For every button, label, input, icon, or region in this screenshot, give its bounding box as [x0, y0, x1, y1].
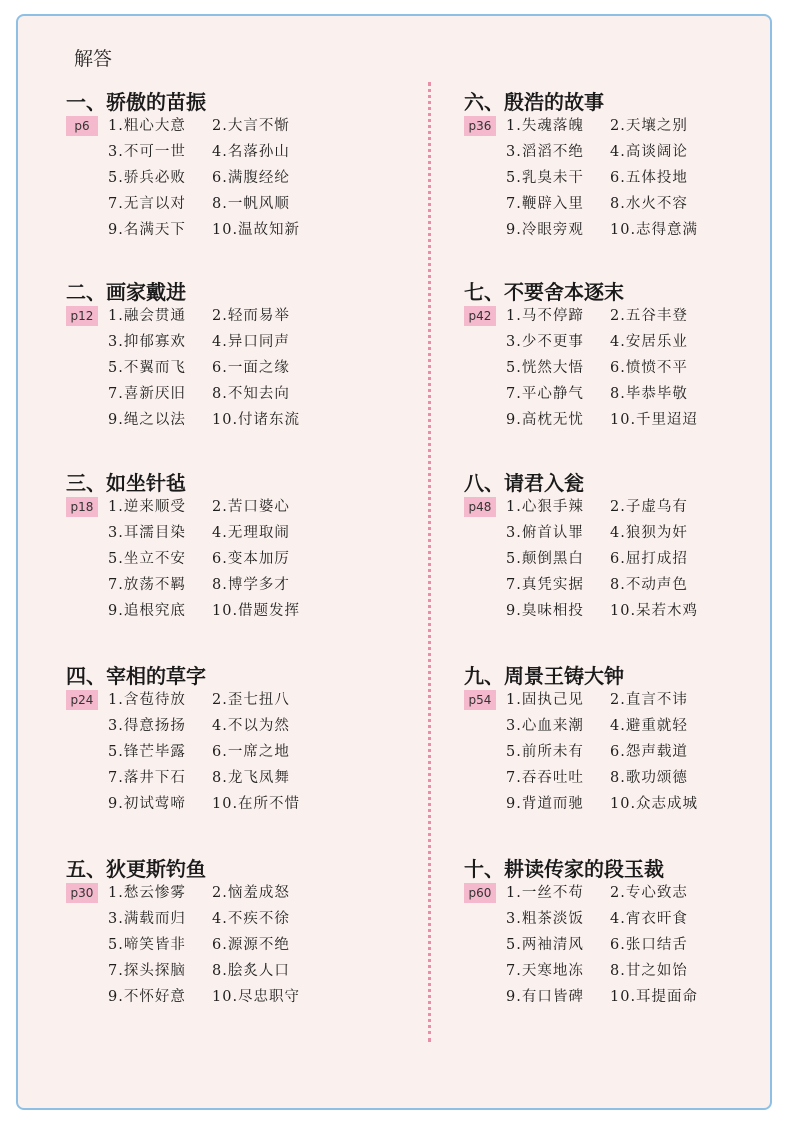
answer-item: 7.鞭辟入里: [506, 196, 584, 212]
answer-item: 5.前所未有: [506, 744, 584, 760]
answer-item: 2.歪七扭八: [212, 692, 290, 708]
section-title: 七、不要舍本逐末: [464, 280, 624, 304]
answer-item: 1.逆来顺受: [108, 499, 186, 515]
answer-item: 7.真凭实据: [506, 577, 584, 593]
answer-item: 8.歌功颂德: [610, 770, 688, 786]
answer-item: 6.愤愤不平: [610, 360, 688, 376]
answer-item: 3.满载而归: [108, 911, 186, 927]
answer-item: 9.有口皆碑: [506, 989, 584, 1005]
answer-item: 8.龙飞凤舞: [212, 770, 290, 786]
answer-item: 3.俯首认罪: [506, 525, 584, 541]
answer-item: 2.专心致志: [610, 885, 688, 901]
answer-item: 8.不动声色: [610, 577, 688, 593]
answer-item: 2.天壤之别: [610, 118, 688, 134]
answer-item: 2.五谷丰登: [610, 308, 688, 324]
page-badge: p12: [66, 306, 98, 326]
answer-item: 8.博学多才: [212, 577, 290, 593]
answer-item: 2.苦口婆心: [212, 499, 290, 515]
answer-item: 8.水火不容: [610, 196, 688, 212]
answer-item: 6.变本加厉: [212, 551, 290, 567]
answer-item: 4.安居乐业: [610, 334, 688, 350]
answer-item: 4.狼狈为奸: [610, 525, 688, 541]
page-badge: p24: [66, 690, 98, 710]
answer-item: 7.吞吞吐吐: [506, 770, 584, 786]
answer-item: 6.五体投地: [610, 170, 688, 186]
answer-item: 3.耳濡目染: [108, 525, 186, 541]
answer-item: 4.不以为然: [212, 718, 290, 734]
answer-item: 1.粗心大意: [108, 118, 186, 134]
answer-item: 3.滔滔不绝: [506, 144, 584, 160]
answer-item: 8.甘之如饴: [610, 963, 688, 979]
answer-item: 4.名落孙山: [212, 144, 290, 160]
answer-item: 5.不翼而飞: [108, 360, 186, 376]
answer-item: 5.两袖清风: [506, 937, 584, 953]
column-divider: [428, 82, 431, 1042]
section-title: 二、画家戴进: [66, 280, 186, 304]
answer-item: 3.得意扬扬: [108, 718, 186, 734]
answer-item: 10.付诸东流: [212, 412, 301, 428]
answer-item: 1.马不停蹄: [506, 308, 584, 324]
answer-item: 9.不怀好意: [108, 989, 186, 1005]
answer-item: 2.子虚乌有: [610, 499, 688, 515]
answer-item: 7.落井下石: [108, 770, 186, 786]
answer-item: 3.少不更事: [506, 334, 584, 350]
answer-item: 2.轻而易举: [212, 308, 290, 324]
answer-item: 9.名满天下: [108, 222, 186, 238]
answer-item: 10.志得意满: [610, 222, 699, 238]
answer-item: 1.愁云惨雾: [108, 885, 186, 901]
answer-item: 10.千里迢迢: [610, 412, 699, 428]
answer-item: 1.融会贯通: [108, 308, 186, 324]
answer-item: 8.不知去向: [212, 386, 290, 402]
answer-item: 9.高枕无忧: [506, 412, 584, 428]
section-title: 一、骄傲的苗振: [66, 90, 206, 114]
page-badge: p48: [464, 497, 496, 517]
page-title: 解答: [74, 48, 113, 70]
answer-item: 7.探头探脑: [108, 963, 186, 979]
answer-item: 9.追根究底: [108, 603, 186, 619]
answer-item: 6.屈打成招: [610, 551, 688, 567]
section-title: 十、耕读传家的段玉裁: [464, 857, 664, 881]
section-title: 九、周景王铸大钟: [464, 664, 624, 688]
answer-item: 3.心血来潮: [506, 718, 584, 734]
answer-item: 4.宵衣旰食: [610, 911, 688, 927]
answer-item: 5.坐立不安: [108, 551, 186, 567]
answer-item: 8.毕恭毕敬: [610, 386, 688, 402]
answer-item: 3.不可一世: [108, 144, 186, 160]
answer-item: 4.无理取闹: [212, 525, 290, 541]
answer-item: 10.借题发挥: [212, 603, 301, 619]
answer-item: 2.恼羞成怒: [212, 885, 290, 901]
section-title: 五、狄更斯钓鱼: [66, 857, 206, 881]
answer-item: 1.含苞待放: [108, 692, 186, 708]
answer-item: 3.粗茶淡饭: [506, 911, 584, 927]
section-title: 四、宰相的草字: [66, 664, 206, 688]
answer-item: 5.恍然大悟: [506, 360, 584, 376]
section-title: 六、殷浩的故事: [464, 90, 604, 114]
answer-item: 6.一面之缘: [212, 360, 290, 376]
answer-item: 10.温故知新: [212, 222, 301, 238]
page-badge: p42: [464, 306, 496, 326]
answer-item: 7.放荡不羁: [108, 577, 186, 593]
answer-item: 1.心狠手辣: [506, 499, 584, 515]
answer-item: 5.骄兵必败: [108, 170, 186, 186]
answer-item: 1.固执己见: [506, 692, 584, 708]
page-badge: p6: [66, 116, 98, 136]
answer-item: 6.源源不绝: [212, 937, 290, 953]
answer-item: 7.喜新厌旧: [108, 386, 186, 402]
answer-item: 1.一丝不苟: [506, 885, 584, 901]
answer-item: 9.冷眼旁观: [506, 222, 584, 238]
answer-item: 9.臭味相投: [506, 603, 584, 619]
answer-item: 10.众志成城: [610, 796, 699, 812]
answer-item: 8.一帆风顺: [212, 196, 290, 212]
page-badge: p60: [464, 883, 496, 903]
page-badge: p30: [66, 883, 98, 903]
answer-item: 1.失魂落魄: [506, 118, 584, 134]
answer-item: 5.乳臭未干: [506, 170, 584, 186]
page-badge: p54: [464, 690, 496, 710]
section-title: 八、请君入瓮: [464, 471, 584, 495]
answer-item: 6.张口结舌: [610, 937, 688, 953]
answer-item: 10.耳提面命: [610, 989, 699, 1005]
answer-item: 4.异口同声: [212, 334, 290, 350]
answer-item: 6.一席之地: [212, 744, 290, 760]
page-badge: p36: [464, 116, 496, 136]
answer-item: 5.颠倒黑白: [506, 551, 584, 567]
answer-item: 9.初试莺啼: [108, 796, 186, 812]
answer-item: 9.绳之以法: [108, 412, 186, 428]
answer-item: 2.直言不讳: [610, 692, 688, 708]
answer-item: 2.大言不惭: [212, 118, 290, 134]
answer-item: 7.天寒地冻: [506, 963, 584, 979]
answer-item: 5.锋芒毕露: [108, 744, 186, 760]
answer-item: 4.高谈阔论: [610, 144, 688, 160]
answer-item: 3.抑郁寡欢: [108, 334, 186, 350]
answer-item: 10.呆若木鸡: [610, 603, 699, 619]
answer-item: 7.平心静气: [506, 386, 584, 402]
answer-item: 10.在所不惜: [212, 796, 301, 812]
answer-item: 4.不疾不徐: [212, 911, 290, 927]
page-badge: p18: [66, 497, 98, 517]
answer-item: 8.脍炙人口: [212, 963, 290, 979]
section-title: 三、如坐针毡: [66, 471, 186, 495]
answer-item: 9.背道而驰: [506, 796, 584, 812]
answer-item: 5.啼笑皆非: [108, 937, 186, 953]
answer-item: 6.怨声载道: [610, 744, 688, 760]
answer-item: 7.无言以对: [108, 196, 186, 212]
answer-item: 10.尽忠职守: [212, 989, 301, 1005]
answer-item: 6.满腹经纶: [212, 170, 290, 186]
answer-item: 4.避重就轻: [610, 718, 688, 734]
